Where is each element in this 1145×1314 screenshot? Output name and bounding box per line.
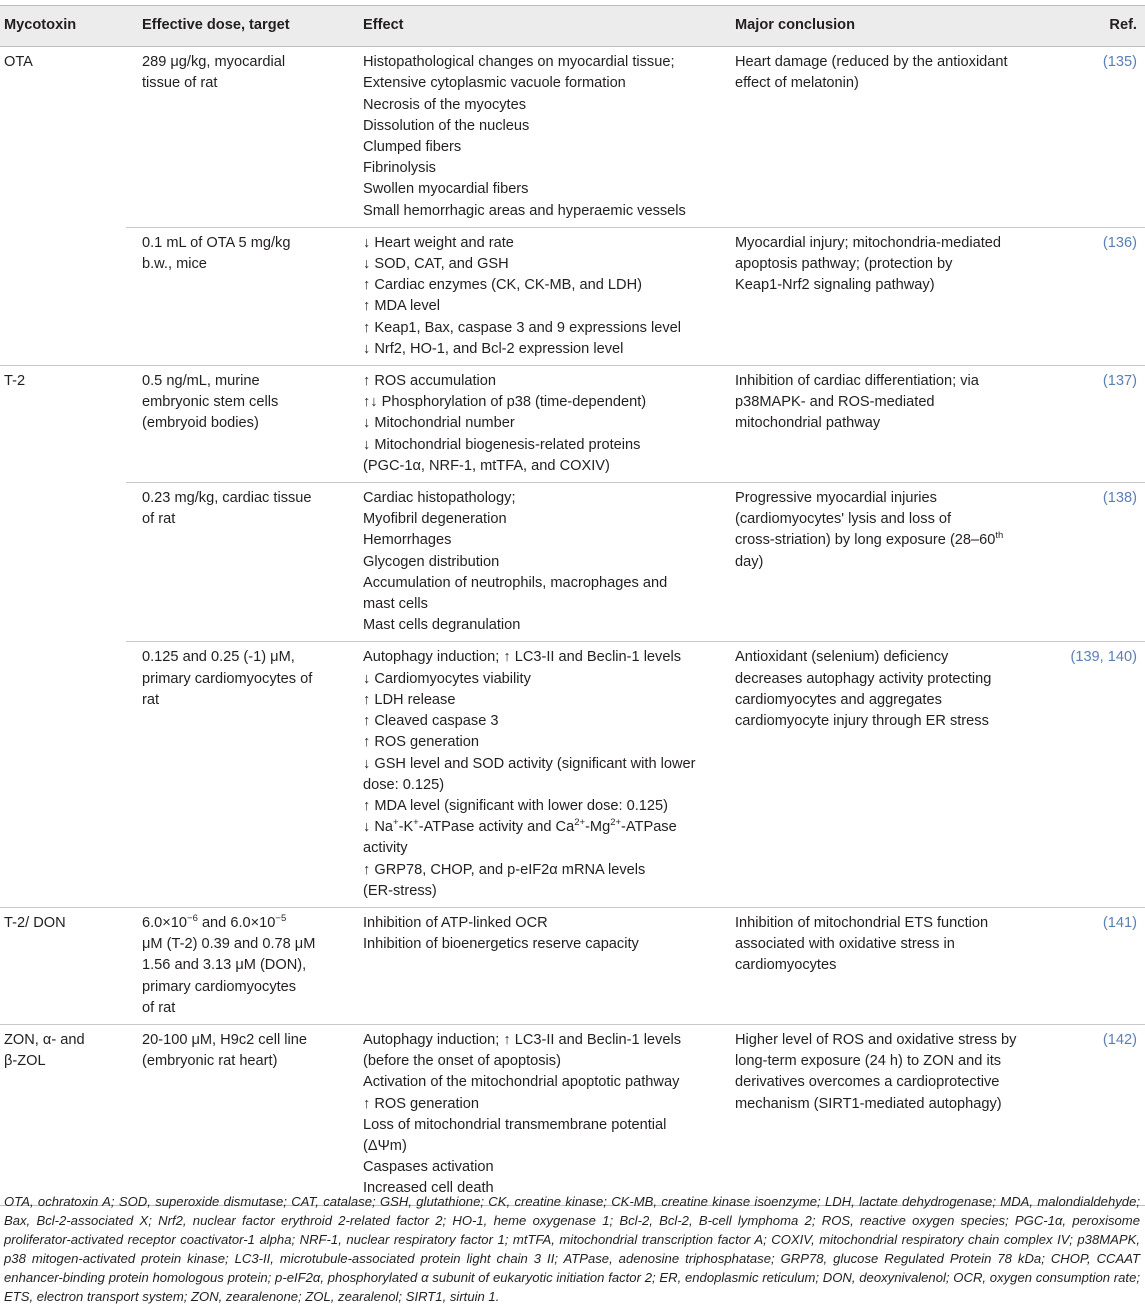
header-dose: Effective dose, target [126, 6, 347, 47]
cell-dose: $6.0\times 10^{-6}$ and $6.0\times 10^{-5}$ μM (T-2) 0.39 and 0.78 μM 1.56 and 3.13 μM (DON), primary cardiomyocytes of rat [126, 907, 347, 1024]
cell-conclusion: Progressive myocardial injuries (cardiomyocytes' lysis and loss of cross-striation) by long exposure (28–60th day) [727, 483, 1062, 642]
cell-dose: 20-100 μM, H9c2 cell line (embryonic rat heart) [126, 1024, 347, 1205]
ref-link[interactable]: (141) [1102, 914, 1137, 931]
cell-conclusion: Antioxidant (selenium) deficiency decreases autophagy activity protecting cardiomyocytes and aggregates cardiomyocyte injury through ER stress [727, 642, 1062, 907]
cell-effect: ↑ ROS accumulation ↑↓ Phosphorylation of p38 (time-dependent) ↓ Mitochondrial number ↓ Mitochondrial biogenesis-related proteins (PGC-1α, NRF-1, mtTFA, and COXIV) [347, 366, 727, 483]
cell-dose: 0.125 and 0.25 (-1) μM, primary cardiomyocytes of rat [126, 642, 347, 907]
cell-ref [1062, 483, 1145, 642]
cell-effect: Histopathological changes on myocardial tissue; Extensive cytoplasmic vacuole formation Necrosis of the myocytes Dissolution of the nucleus Clumped fibers Fibrinolysis Swollen myocardial fibers Small hemorrhagic areas and hyperaemic vessels [363, 54, 686, 219]
cell-ref [1062, 47, 1145, 228]
cell-mycotoxin: ZON, α- and β-ZOL [0, 1024, 126, 1205]
cell-mycotoxin [0, 227, 126, 365]
table-row [0, 1024, 1145, 1205]
cell-conclusion: Inhibition of mitochondrial ETS function associated with oxidative stress in cardiomyocytes [727, 907, 1062, 1024]
cell-mycotoxin: OTA [4, 54, 33, 71]
cell-effect: Inhibition of ATP-linked OCR Inhibition of bioenergetics reserve capacity [347, 907, 727, 1024]
cell-effect: Autophagy induction; ↑ LC3-II and Beclin-1 levels ↓ Cardiomyocytes viability ↑ LDH release ↑ Cleaved caspase 3 ↑ ROS generation ↓ GSH level and SOD activity (significant with lower dose: 0.125) ↑ MDA level (significant with lower dose: 0.125) ↓ Na+-K+-ATPase activity and $Ca^{2+}-Mg^{2+}$-ATPase activity ↑ GRP78, CHOP, and p-eIF2α mRNA levels (ER-stress) [347, 642, 727, 907]
cell-conclusion: Inhibition of cardiac differentiation; via p38MAPK- and ROS-mediated mitochondrial pathway [727, 366, 1062, 483]
header-mycotoxin: Mycotoxin [0, 6, 126, 47]
cell-mycotoxin [0, 642, 126, 907]
ref-link[interactable]: (135) [1102, 54, 1137, 71]
atpase-line: ↓ Na+-K+-ATPase activity and $Ca^{2+}-Mg^{2+}$-ATPase [363, 817, 677, 836]
cell-dose: 0.23 mg/kg, cardiac tissue of rat [126, 483, 347, 642]
table-row [0, 366, 1145, 483]
cell-dose: 0.1 mL of OTA 5 mg/kg b.w., mice [126, 227, 347, 365]
ref-link[interactable]: (138) [1102, 490, 1137, 507]
cell-effect: Autophagy induction; ↑ LC3-II and Beclin-1 levels (before the onset of apoptosis) Activation of the mitochondrial apoptotic pathway ↑ ROS generation Loss of mitochondrial transmembrane potential (ΔΨm) Caspases activation Increased cell death [347, 1024, 727, 1205]
cell-mycotoxin: T-2/ DON [0, 907, 126, 1024]
cell-ref [1062, 366, 1145, 483]
mycotoxin-table [0, 5, 1145, 1206]
cell-conclusion: Higher level of ROS and oxidative stress by long-term exposure (24 h) to ZON and its derivatives overcomes a cardioprotective mechanism (SIRT1-mediated autophagy) [727, 1024, 1062, 1205]
header-ref: Ref. [1062, 6, 1145, 47]
ref-link[interactable]: (137) [1102, 373, 1137, 390]
cell-ref [1062, 642, 1145, 907]
table-row [0, 47, 1145, 228]
cell-effect: Cardiac histopathology; Myofibril degeneration Hemorrhages Glycogen distribution Accumulation of neutrophils, macrophages and mast cells Mast cells degranulation [347, 483, 727, 642]
table-row [0, 907, 1145, 1024]
header-effect: Effect [347, 6, 727, 47]
superscript-th: th [995, 530, 1004, 542]
table-header-row [0, 6, 1145, 47]
cell-effect: ↓ Heart weight and rate ↓ SOD, CAT, and GSH ↑ Cardiac enzymes (CK, CK-MB, and LDH) ↑ MDA level ↑ Keap1, Bax, caspase 3 and 9 expressions level ↓ Nrf2, HO-1, and Bcl-2 expression level [347, 227, 727, 365]
cell-dose: 0.5 ng/mL, murine embryonic stem cells (embryoid bodies) [126, 366, 347, 483]
cell-mycotoxin: T-2 [0, 366, 126, 483]
cell-conclusion: Heart damage (reduced by the antioxidant effect of melatonin) [735, 54, 1008, 92]
table-footnote: OTA, ochratoxin A; SOD, superoxide dismutase; CAT, catalase; GSH, glutathione; CK, creatine kinase; CK-MB, creatine kinase isoenzyme; LDH, lactate dehydrogenase; MDA, malondialdehyde; Bax, Bcl-2-associated X; Nrf2, nuclear factor erythroid 2-related factor 2; HO-1, heme oxygenase 1; Bcl-2, Bcl-2, B-cell lymphoma 2; ROS, reactive oxygen species; PGC-1α, peroxisome proliferator-activated receptor coactivator-1 alpha; NRF-1, nuclear respiratory factor 1; mtTFA, mitochondrial transcription factor A; COXIV, mitochondrial respiratory chain complex IV; p38MAPK, p38 mitogen-activated protein kinase; LC3-II, microtubule-associated protein light chain 3 II; ATPase, adenosine triphosphatase; GRP78, glucose Regulated Protein 78 kDa; CHOP, CCAAT enhancer-binding protein homologous protein; p-eIF2α, phosphorylated α subunit of eukaryotic initiation factor 2; ER, endoplasmic reticulum; DON, deoxynivalenol; OCR, oxygen consumption rate; ETS, electron transport system; ZON, zearalenone; ZOL, zearalenol; SIRT1, sirtuin 1. [4, 1194, 1140, 1304]
cell-ref [1062, 227, 1145, 365]
table-row [0, 483, 1145, 642]
cell-mycotoxin [0, 483, 126, 642]
ref-link[interactable]: (142) [1102, 1031, 1137, 1048]
table-row [0, 642, 1145, 907]
table-row [0, 227, 1145, 365]
cell-conclusion: Myocardial injury; mitochondria-mediated apoptosis pathway; (protection by Keap1-Nrf2 signaling pathway) [727, 227, 1062, 365]
ref-link[interactable]: (139, 140) [1070, 649, 1137, 666]
ref-link[interactable]: (136) [1102, 234, 1137, 251]
cell-dose: 289 μg/kg, myocardial tissue of rat [142, 54, 286, 92]
cell-ref [1062, 1024, 1145, 1205]
header-conclusion: Major conclusion [727, 6, 1062, 47]
cell-ref [1062, 907, 1145, 1024]
